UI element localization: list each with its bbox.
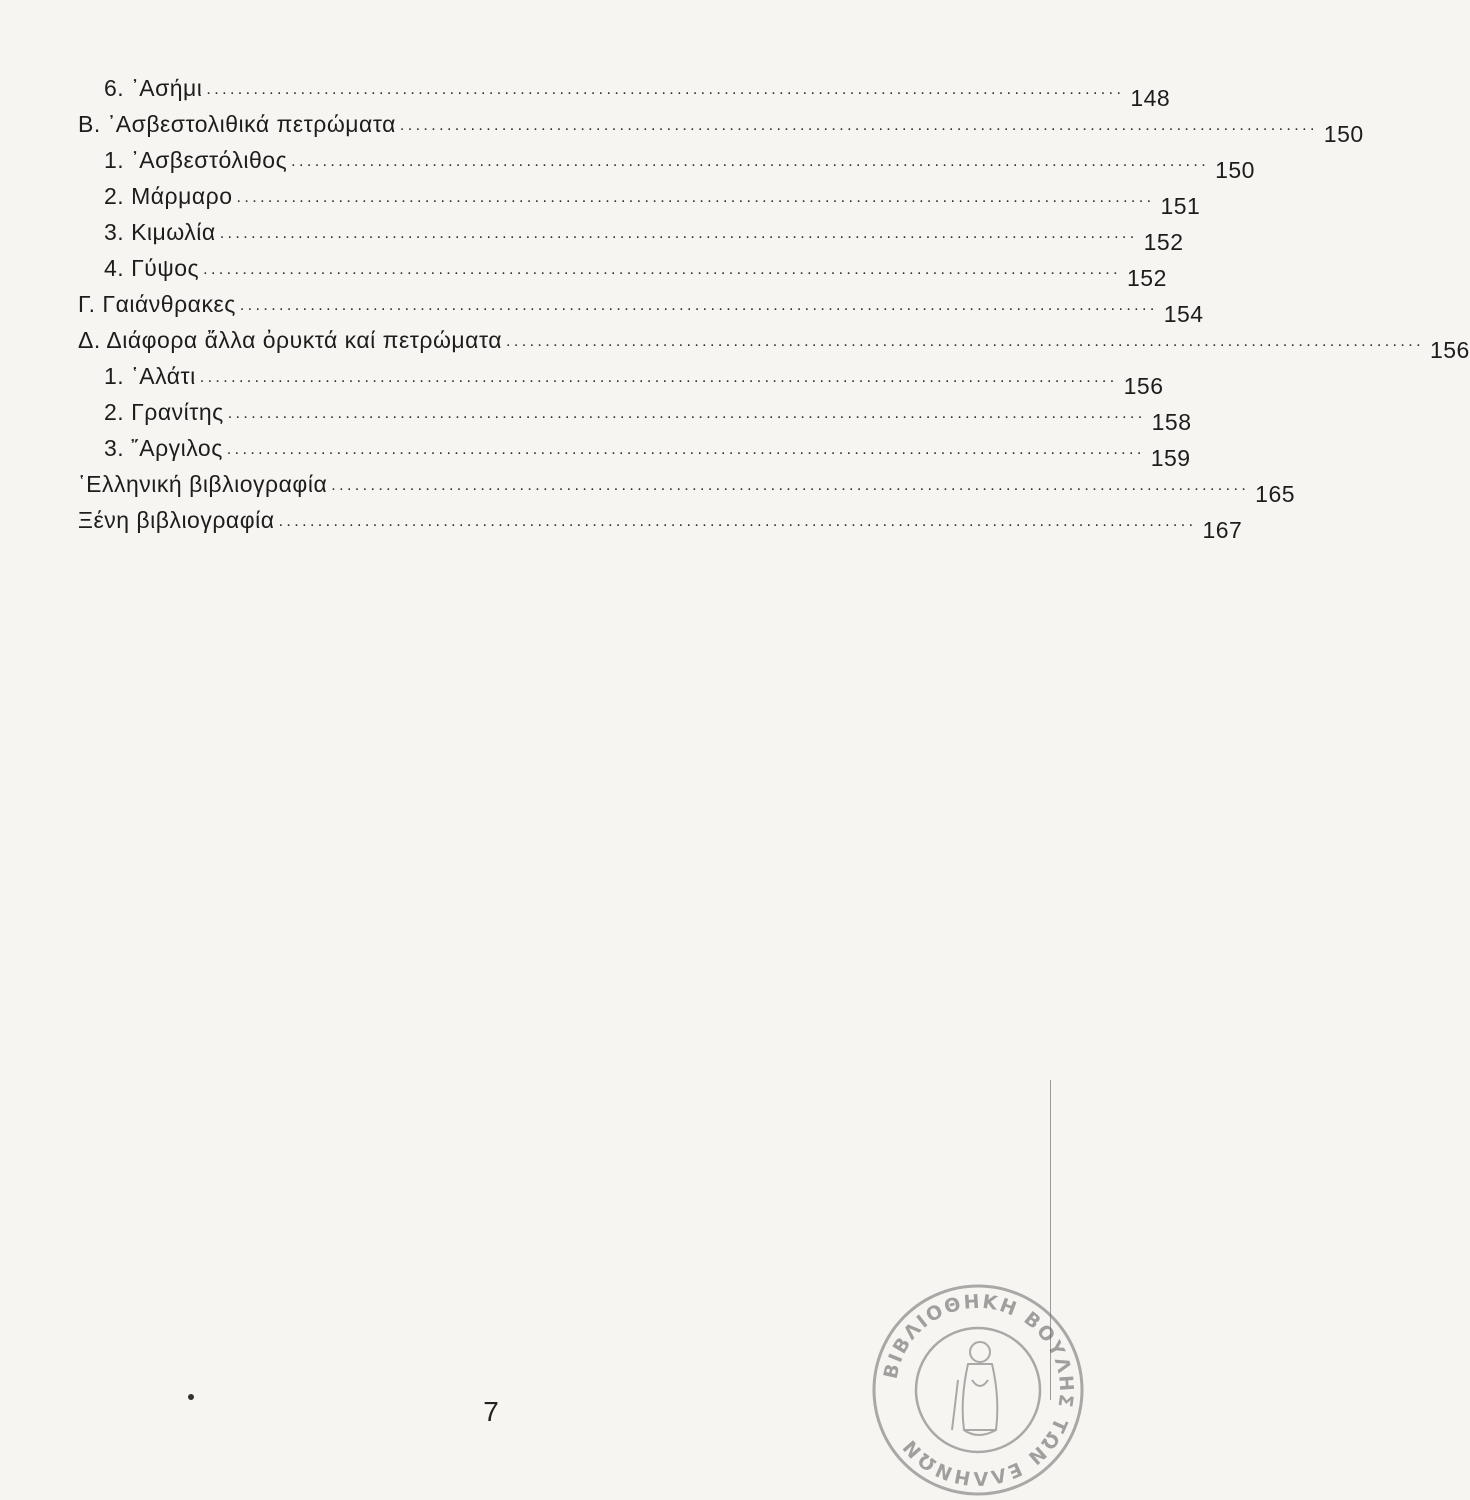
- toc-entry: [78, 394, 1192, 435]
- toc-entry-label: 3. Κιμωλία: [104, 219, 216, 245]
- table-of-contents: [78, 70, 1470, 543]
- toc-entry: [78, 322, 1470, 363]
- toc-leader-dots: .....................................................................................................................: [239, 297, 1158, 314]
- toc-entry-page: 165: [1255, 481, 1296, 507]
- toc-leader-dots: .....................................................................................................................: [199, 369, 1118, 386]
- toc-leader-dots: .....................................................................................................................: [506, 333, 1424, 350]
- toc-entry-label: Β. ᾽Ασβεστολιθικά πετρώματα: [78, 111, 396, 137]
- toc-entry: [78, 70, 1171, 111]
- toc-entry: [78, 430, 1191, 471]
- toc-entry-label: Δ. Διάφορα ἄλλα ὀρυκτά καί πετρώματα: [78, 327, 503, 353]
- toc-entry-label: 3. ῎Αργιλος: [104, 435, 223, 461]
- library-stamp-seal: [868, 1280, 1088, 1500]
- toc-entry-page: 154: [1163, 301, 1204, 327]
- toc-entry-label: 1. ᾽Ασβεστόλιθος: [104, 147, 288, 173]
- toc-entry-page: 159: [1150, 445, 1191, 471]
- toc-entry-page: 150: [1323, 121, 1364, 147]
- toc-leader-dots: .....................................................................................................................: [219, 225, 1138, 242]
- toc-entry: [78, 286, 1204, 327]
- toc-leader-dots: .....................................................................................................................: [226, 441, 1145, 458]
- toc-entry-page: 158: [1151, 409, 1192, 435]
- toc-entry: [78, 466, 1296, 507]
- stamp-text: ΒΙΒΛΙΟΘΗΚΗ ΒΟΥΛΗΣ ΤΩΝ ΕΛΛΗΝΩΝ: [879, 1290, 1078, 1490]
- toc-entry: [78, 214, 1184, 255]
- toc-entry-page: 167: [1202, 517, 1243, 543]
- stamp-figure: [952, 1342, 997, 1435]
- toc-leader-dots: .....................................................................................................................: [236, 189, 1155, 206]
- page-number: 7: [483, 1396, 499, 1427]
- toc-entry-page: 152: [1127, 265, 1167, 291]
- toc-entry-label: 1. ῾Αλάτι: [104, 363, 196, 389]
- toc-entry-page: 148: [1130, 85, 1171, 111]
- toc-entry-page: 156: [1429, 337, 1470, 363]
- toc-entry-label: Γ. Γαιάνθρακες: [78, 291, 236, 317]
- ink-speck: [188, 1394, 194, 1400]
- toc-entry-label: 2. Μάρμαρο: [104, 183, 233, 209]
- toc-entry: [78, 250, 1167, 291]
- toc-entry-label: 4. Γύψος: [104, 255, 200, 281]
- toc-entry-page: 152: [1143, 229, 1184, 255]
- toc-leader-dots: .....................................................................................................................: [203, 261, 1121, 278]
- toc-entry-label: 6. ᾽Ασήμι: [104, 75, 203, 101]
- toc-leader-dots: .....................................................................................................................: [227, 405, 1146, 422]
- svg-text:ΒΙΒΛΙΟΘΗΚΗ ΒΟΥΛΗΣ ΤΩΝ ΕΛΛΗΝΩΝ: [880, 1291, 1078, 1490]
- toc-leader-dots: .....................................................................................................................: [278, 513, 1197, 530]
- toc-entry: [78, 178, 1201, 219]
- toc-leader-dots: .....................................................................................................................: [399, 117, 1318, 134]
- toc-entry: [78, 502, 1243, 543]
- toc-entry: [78, 142, 1255, 183]
- toc-entry-label: ῾Ελληνική βιβλιογραφία: [78, 471, 328, 497]
- toc-leader-dots: .....................................................................................................................: [291, 153, 1210, 170]
- toc-leader-dots: .....................................................................................................................: [331, 477, 1250, 494]
- toc-entry: [78, 358, 1164, 399]
- toc-entry-page: 150: [1215, 157, 1255, 183]
- toc-entry-label: Ξένη βιβλιογραφία: [78, 507, 275, 533]
- toc-leader-dots: .....................................................................................................................: [206, 81, 1125, 98]
- toc-entry-label: 2. Γρανίτης: [104, 399, 224, 425]
- toc-entry: [78, 106, 1364, 147]
- toc-entry-page: 151: [1160, 193, 1201, 219]
- toc-entry-page: 156: [1123, 373, 1164, 399]
